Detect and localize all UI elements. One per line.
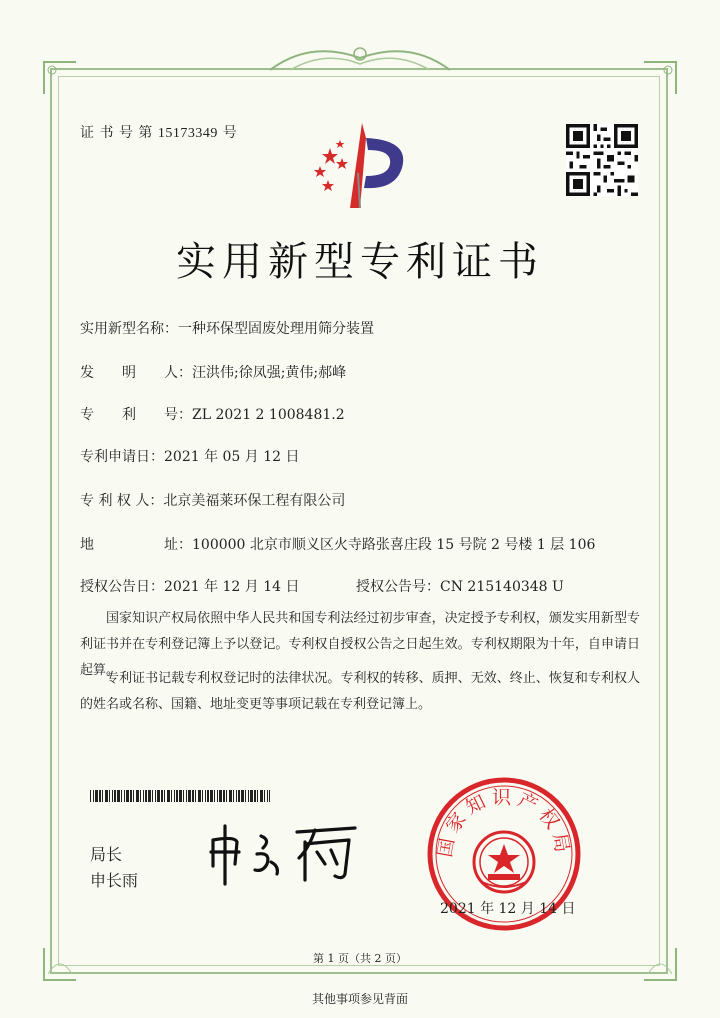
certificate-number-value: 15173349 — [157, 126, 218, 141]
field-value: 汪洪伟;徐凤强;黄伟;郝峰 — [192, 365, 347, 381]
field-grant-date — [80, 576, 300, 596]
back-note: 其他事项参见背面 — [311, 992, 408, 1006]
director-title: 局长 — [90, 845, 123, 864]
field-value: 一种环保型固废处理用筛分装置 — [178, 321, 374, 337]
field-label: 授权公告号： — [356, 579, 440, 595]
barcode — [90, 790, 270, 802]
certificate-title: 实用新型专利证书 — [176, 239, 544, 285]
field-label: 授权公告日： — [80, 579, 164, 595]
qr-code — [566, 124, 638, 196]
patent-office-logo — [300, 118, 420, 213]
top-ornament — [260, 40, 460, 80]
director-name: 申长雨 — [90, 871, 139, 890]
field-patentee — [80, 490, 345, 510]
field-label: 专 利 权 人： — [80, 493, 164, 509]
certificate-number-suffix: 号 — [222, 125, 238, 141]
field-label: 地 址： — [80, 537, 192, 553]
field-utility-model-name — [80, 318, 374, 338]
field-value: CN 215140348 U — [440, 579, 564, 595]
corner-ornament-top-left — [40, 58, 80, 98]
field-inventors — [80, 362, 346, 382]
field-value: 2021 年 12 月 14 日 — [164, 579, 300, 595]
field-label: 发 明 人： — [80, 365, 192, 381]
field-value: 2021 年 05 月 12 日 — [164, 449, 300, 465]
field-label: 实用新型名称： — [80, 321, 178, 337]
field-address — [80, 534, 595, 554]
field-value: ZL 2021 2 1008481.2 — [192, 407, 345, 423]
certificate-number-label: 证 书 号 第 — [80, 125, 153, 141]
field-label: 专利申请日： — [80, 449, 164, 465]
seal-text: 国家知识产权局 — [433, 786, 575, 860]
field-label: 专 利 号： — [80, 407, 192, 423]
field-value: 100000 北京市顺义区火寺路张喜庄段 15 号院 2 号楼 1 层 106 — [192, 537, 596, 553]
certificate-number — [80, 122, 237, 142]
field-application-date — [80, 446, 300, 466]
corner-ornament-top-right — [640, 58, 680, 98]
seal-date: 2021 年 12 月 14 日 — [440, 901, 576, 917]
legal-paragraph-2: 专利证书记载专利权登记时的法律状况。专利权的转移、质押、无效、终止、恢复和专利权人的姓名或名称、国籍、地址变更等事项记载在专利登记簿上。 — [80, 671, 640, 712]
handwritten-signature — [205, 818, 365, 888]
field-value: 北京美福莱环保工程有限公司 — [163, 493, 346, 509]
legal-paragraph-1: 国家知识产权局依照中华人民共和国专利法经过初步审查，决定授予专利权，颁发实用新型专利证书并在专利登记簿上予以登记。专利权自授权公告之日起生效。专利权期限为十年，自申请日起算。 — [80, 611, 640, 678]
field-grant-number — [356, 576, 564, 596]
field-patent-number — [80, 404, 345, 424]
page-number: 第 1 页（共 2 页） — [313, 952, 407, 965]
